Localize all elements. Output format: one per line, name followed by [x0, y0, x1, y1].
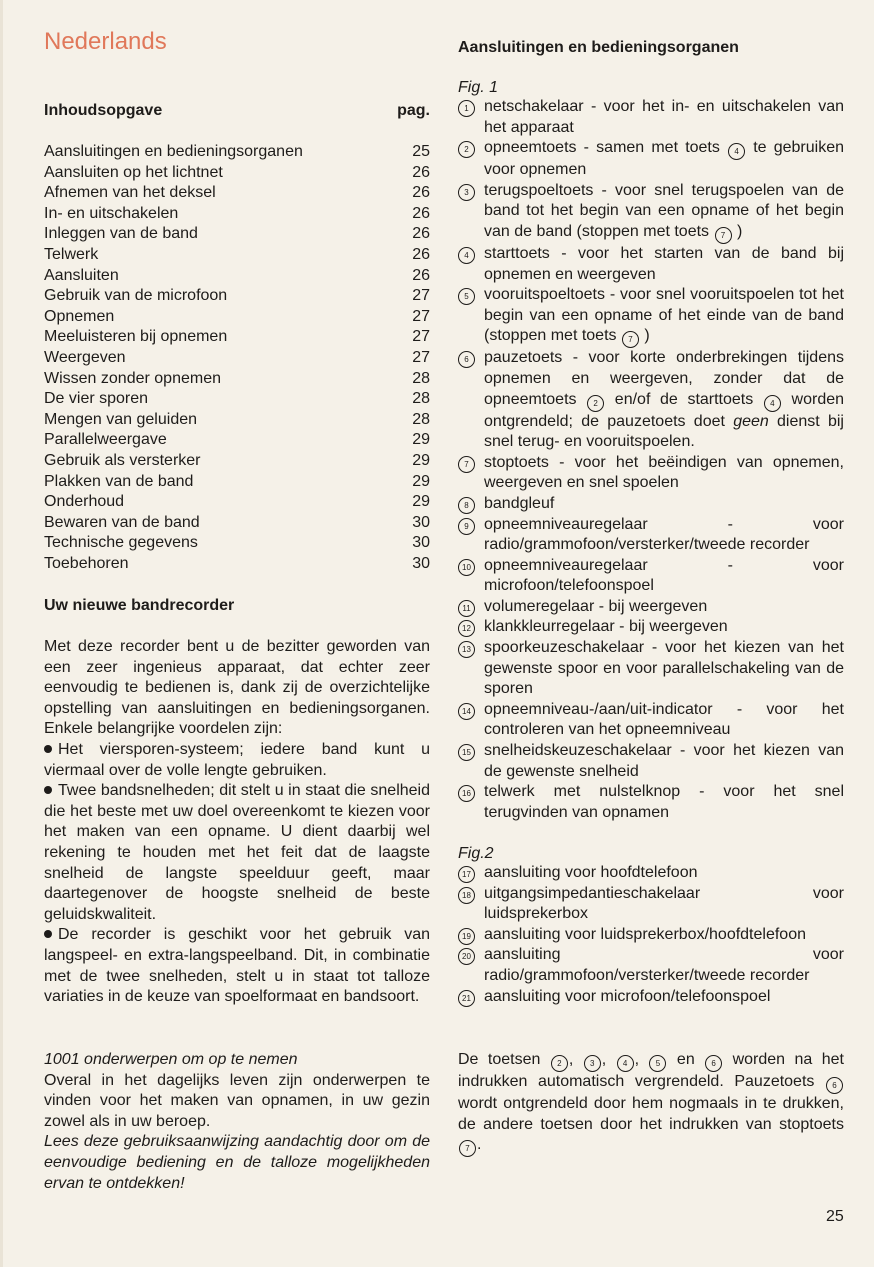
control-text: opneemtoets - samen met toets	[484, 139, 720, 157]
toc-entry	[44, 183, 430, 204]
recorder-intro	[44, 637, 430, 1008]
toc-entry	[44, 513, 430, 534]
toc-entry-page: 28	[412, 369, 430, 387]
control-item	[458, 181, 844, 244]
control-text: telwerk met nulstelknop - voor het snel terugvinden van opnamen	[484, 783, 844, 821]
control-text-italic: geen	[733, 412, 769, 430]
control-item	[458, 741, 844, 782]
control-text: vooruitspoeltoets - voor snel vooruitspoelen tot het begin van een opname of het einde van de band (stoppen met toets	[484, 286, 844, 345]
number-circle-icon: 15	[458, 744, 475, 761]
toc-entry	[44, 286, 430, 307]
toc-entry-page: 29	[412, 472, 430, 490]
bullet-icon	[44, 745, 52, 753]
number-circle-icon: 4	[458, 247, 475, 264]
toc-entry-label: Technische gegevens	[44, 534, 198, 552]
control-item	[458, 863, 844, 884]
toc-entry	[44, 451, 430, 472]
toc-entry-page: 27	[412, 307, 430, 325]
recorder-heading: Uw nieuwe bandrecorder	[44, 597, 235, 614]
toc-entry-page: 25	[412, 143, 430, 160]
toc-entry	[44, 369, 430, 390]
bullet-item: Twee bandsnelheden; dit stelt u in staat die snelheid die het beste met uw doel overeenkomt te kiezen voor het maken van een opname. U dient daarbij wel rekening te houden met het feit dat de laagste snelheid de langste speelduur geeft, maar daartegenover de hoogste snelheid de beste geluidskwaliteit.	[44, 782, 430, 923]
control-item	[458, 945, 844, 986]
control-text: spoorkeuzeschakelaar - voor het kiezen van het gewenste spoor en voor parallelschakeling van de sporen	[484, 639, 844, 698]
fig1-list	[458, 97, 844, 823]
control-text: opneemniveauregelaar - voor radio/grammofoon/versterker/tweede recorder	[484, 515, 844, 554]
control-item	[458, 515, 844, 556]
control-text: netschakelaar - voor het in- en uitschakelen van het apparaat	[484, 98, 844, 136]
fig2-list	[458, 863, 844, 1007]
toc-entry-label: Wissen zonder opnemen	[44, 369, 221, 387]
number-circle-icon: 17	[458, 866, 475, 883]
bullet-item: Het viersporen-systeem; iedere band kunt u viermaal over de volle lengte gebruiken.	[44, 740, 430, 779]
key-number-icon: 7	[715, 227, 732, 244]
control-text: aansluiting voor hoofdtelefoon	[484, 864, 698, 881]
key-number-icon: 4	[617, 1055, 634, 1072]
control-text: klankkleurregelaar - bij weergeven	[484, 618, 728, 636]
control-item	[458, 700, 844, 741]
number-circle-icon: 12	[458, 620, 475, 637]
toc-entry-page: 29	[412, 431, 430, 449]
number-circle-icon: 7	[458, 456, 475, 473]
toc-entry-label: Gebruik als versterker	[44, 451, 201, 469]
control-item	[458, 138, 844, 181]
control-item	[458, 925, 844, 946]
number-circle-icon: 8	[458, 497, 475, 514]
toc-entry-label: Bewaren van de band	[44, 513, 200, 531]
toc-entry-label: Aansluiten op het lichtnet	[44, 163, 223, 181]
number-circle-icon: 14	[458, 703, 475, 720]
control-text: stoptoets - voor het beëindigen van opnemen, weergeven en snel spoelen	[484, 453, 844, 492]
toc-entry-page: 28	[412, 390, 430, 408]
toc-entry	[44, 389, 430, 410]
toc-entry-page: 26	[412, 163, 430, 181]
control-item	[458, 884, 844, 925]
control-text: en/of de starttoets	[614, 390, 754, 408]
control-item	[458, 494, 844, 515]
toc-entry	[44, 204, 430, 225]
bullet-item: De recorder is geschikt voor het gebruik van langspeel- en extra-langspeelband. Dit, in combinatie met de twee snelheden, stelt u in staat tot talloze variaties in de keuze van spoelformaat en bandsoort.	[44, 926, 430, 1006]
number-circle-icon: 5	[458, 288, 475, 305]
number-circle-icon: 13	[458, 641, 475, 658]
toc-entry-label: De vier sporen	[44, 390, 149, 408]
key-number-icon: 3	[584, 1055, 601, 1072]
toc-entry-label: Parallelweergave	[44, 431, 167, 449]
toc-entry-label: Mengen van geluiden	[44, 410, 198, 428]
controls-heading: Aansluitingen en bedieningsorganen	[458, 39, 739, 56]
number-circle-icon: 9	[458, 518, 475, 535]
language-title: Nederlands	[44, 28, 167, 55]
control-text: starttoets - voor het starten van de band bij opnemen en weergeven	[484, 244, 844, 283]
key-number-icon: 2	[587, 395, 604, 412]
toc-entry	[44, 554, 430, 575]
control-text: uitgangsimpedantieschakelaar voor luidsprekerbox	[484, 884, 844, 923]
page-number: 25	[826, 1208, 844, 1225]
key-number-icon: 2	[551, 1055, 568, 1072]
toc-entry-label: In- en uitschakelen	[44, 204, 179, 222]
topics-title: 1001 onderwerpen om op te nemen	[44, 1051, 298, 1068]
control-item	[458, 617, 844, 638]
control-text: pauzetoets - voor korte onderbrekingen tijdens opnemen en weergeven, zonder dat de opneemtoets	[484, 349, 844, 408]
control-text: aansluiting voor microfoon/telefoonspoel	[484, 987, 771, 1005]
number-circle-icon: 2	[458, 141, 475, 158]
number-circle-icon: 16	[458, 785, 475, 802]
control-text: )	[644, 327, 650, 345]
number-circle-icon: 18	[458, 887, 475, 904]
toc-entry-page: 26	[412, 184, 430, 202]
toc-entry-page: 26	[412, 266, 430, 284]
control-item	[458, 987, 844, 1008]
toc-entry-page: 29	[412, 451, 430, 469]
control-text: snelheidskeuzeschakelaar - voor het kiezen van de gewenste snelheid	[484, 742, 844, 780]
toc-page-label: pag.	[397, 102, 430, 119]
fig1-label: Fig. 1	[458, 79, 499, 96]
toc-entry	[44, 430, 430, 451]
control-item	[458, 638, 844, 700]
control-text: worden ontgrendeld; de pauzetoets doet	[484, 390, 845, 430]
control-text: volumeregelaar - bij weergeven	[484, 597, 708, 615]
control-text: terugspoeltoets - voor snel terugspoelen van de band tot het begin van een opname of het begin van de band (stoppen met toets	[484, 181, 844, 240]
toc-entry	[44, 410, 430, 431]
closing-paragraph: De toetsen 2 , 3 , 4 , 5 en 6 worden na het indrukken automatisch vergrendeld. Pauzetoets 6 wordt ontgrendeld door hem nogmaals in te drukken, de andere toetsen door het indrukken van stoptoets 7 .	[458, 1050, 844, 1157]
page-edge	[0, 0, 3, 1267]
toc-list	[44, 142, 430, 574]
toc-entry-label: Opnemen	[44, 307, 115, 325]
toc-entry-label: Aansluiten	[44, 266, 119, 284]
control-text: bandgleuf	[484, 494, 555, 512]
control-text: )	[736, 222, 743, 240]
toc-entry-label: Inleggen van de band	[44, 225, 198, 243]
toc-entry	[44, 472, 430, 493]
control-item	[458, 556, 844, 597]
toc-entry	[44, 224, 430, 245]
control-text: aansluiting voor radio/grammofoon/versterker/tweede recorder	[484, 946, 844, 984]
toc-entry-page: 27	[412, 287, 430, 305]
toc-entry-label: Plakken van de band	[44, 472, 194, 490]
key-number-icon: 4	[764, 395, 781, 412]
toc-entry-label: Onderhoud	[44, 493, 125, 511]
bullet-icon	[44, 786, 52, 794]
toc-entry-page: 30	[412, 513, 430, 531]
number-circle-icon: 21	[458, 990, 475, 1007]
fig2-label: Fig.2	[458, 845, 494, 862]
toc-entry	[44, 492, 430, 513]
number-circle-icon: 3	[458, 184, 475, 201]
control-item	[458, 782, 844, 823]
toc-entry-label: Weergeven	[44, 348, 126, 366]
topics-section	[44, 1050, 430, 1194]
toc-entry-page: 29	[412, 493, 430, 511]
toc-entry-label: Toebehoren	[44, 554, 129, 572]
control-item	[458, 97, 844, 138]
toc-entry-label: Aansluitingen en bedieningsorganen	[44, 143, 303, 160]
topics-text: Overal in het dagelijks leven zijn onderwerpen te vinden voor het maken van opnamen, in uw gezin zowel als in uw beroep.	[44, 1071, 430, 1130]
toc-entry	[44, 245, 430, 266]
bullet-icon	[44, 930, 52, 938]
toc-entry-page: 28	[412, 410, 430, 428]
toc-entry-page: 27	[412, 348, 430, 366]
control-text: opneemniveauregelaar - voor microfoon/telefoonspoel	[484, 556, 844, 595]
key-number-icon: 6	[826, 1077, 843, 1094]
toc-entry-label: Afnemen van het deksel	[44, 184, 216, 202]
control-item	[458, 453, 844, 494]
toc-entry	[44, 163, 430, 184]
key-number-icon: 7	[622, 331, 639, 348]
key-number-icon: 5	[649, 1055, 666, 1072]
number-circle-icon: 11	[458, 600, 475, 617]
fig2-section	[458, 845, 844, 1007]
toc-title: Inhoudsopgave	[44, 102, 163, 119]
toc-entry	[44, 266, 430, 287]
control-text: opneemniveau-/aan/uit-indicator - voor het controleren van het opneemniveau	[484, 700, 844, 739]
control-text: te gebruiken voor opnemen	[484, 139, 844, 179]
control-text: dienst bij snel terug- en vooruitspoelen.	[484, 412, 844, 451]
toc-entry	[44, 533, 430, 554]
control-text: aansluiting voor luidsprekerbox/hoofdtelefoon	[484, 925, 806, 943]
toc-entry	[44, 307, 430, 328]
number-circle-icon: 1	[458, 100, 475, 117]
number-circle-icon: 20	[458, 948, 475, 965]
control-item	[458, 348, 844, 452]
toc-entry-label: Telwerk	[44, 245, 99, 263]
toc-entry	[44, 348, 430, 369]
toc-entry-label: Meeluisteren bij opnemen	[44, 328, 228, 346]
toc-entry-page: 30	[412, 534, 430, 552]
control-item	[458, 285, 844, 348]
toc-entry-label: Gebruik van de microfoon	[44, 287, 228, 305]
toc-header	[44, 102, 430, 120]
number-circle-icon: 10	[458, 559, 475, 576]
topics-italic-text: Lees deze gebruiksaanwijzing aandachtig door om de eenvoudige bediening en de talloze mogelijkheden ervan te ontdekken!	[44, 1133, 430, 1192]
key-number-icon: 6	[705, 1055, 722, 1072]
key-number-icon: 7	[459, 1140, 476, 1157]
toc-entry-page: 26	[412, 245, 430, 263]
toc-entry	[44, 327, 430, 348]
fig1-section	[458, 79, 844, 823]
number-circle-icon: 6	[458, 351, 475, 368]
toc-entry-page: 30	[412, 554, 430, 572]
toc-entry-page: 26	[412, 225, 430, 243]
toc-entry-page: 26	[412, 204, 430, 222]
toc-entry-page: 27	[412, 328, 430, 346]
key-number-icon: 4	[728, 143, 745, 160]
control-item	[458, 597, 844, 618]
control-item	[458, 244, 844, 285]
number-circle-icon: 19	[458, 928, 475, 945]
intro-paragraph: Met deze recorder bent u de bezitter geworden van een zeer ingenieus apparaat, dat echter zeer eenvoudig te bedienen is, dank zij de overzichtelijke opstelling van aansluitingen en bedieningsorganen. Enkele belangrijke voordelen zijn:	[44, 638, 430, 738]
toc-entry	[44, 142, 430, 163]
